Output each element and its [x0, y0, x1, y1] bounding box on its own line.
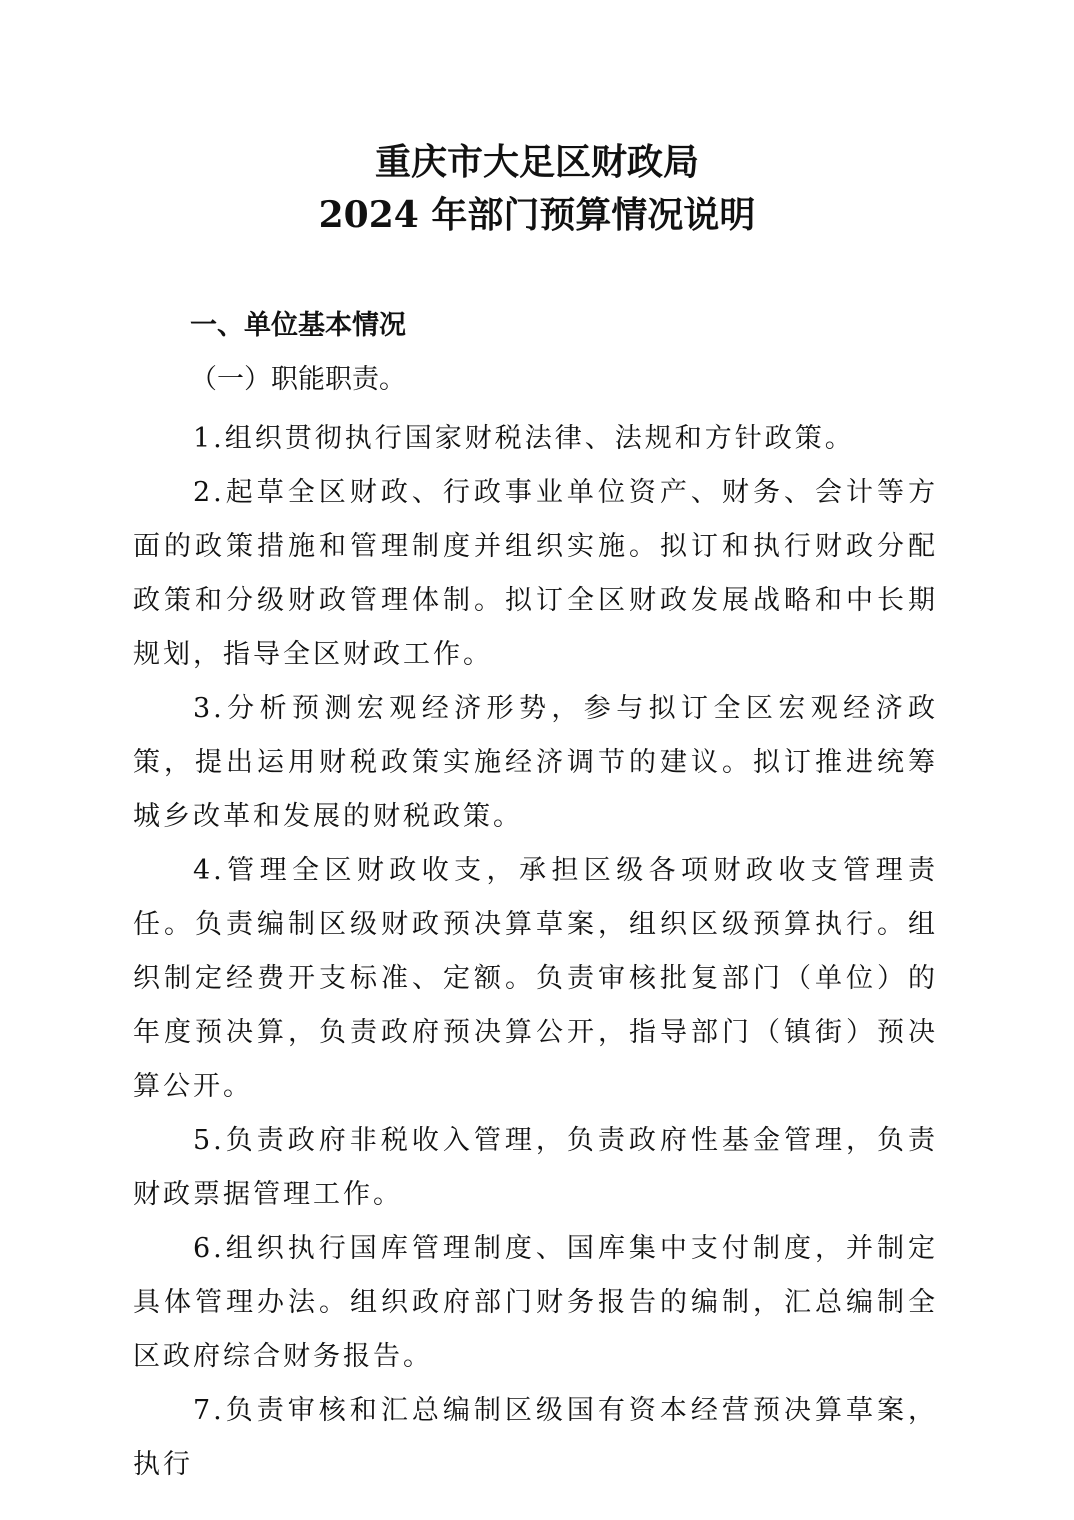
- paragraph-6: 6.组织执行国库管理制度、国库集中支付制度，并制定具体管理办法。组织政府部门财务报告的编制，汇总编制全区政府综合财务报告。: [133, 1233, 938, 1372]
- paragraph-3: 3.分析预测宏观经济形势，参与拟订全区宏观经济政策，提出运用财税政策实施经济调节的建议。拟订推进统筹城乡改革和发展的财税政策。: [133, 693, 938, 832]
- subsection-heading: （一）职能职责。: [190, 364, 406, 395]
- paragraph-1: 1.组织贯彻执行国家财税法律、法规和方针政策。: [193, 423, 855, 454]
- paragraph-2: 2.起草全区财政、行政事业单位资产、财务、会计等方面的政策措施和管理制度并组织实施。拟订和执行财政分配政策和分级财政管理体制。拟订全区财政发展战略和中长期规划，指导全区财政工作。: [133, 477, 938, 670]
- paragraph-4: 4.管理全区财政收支，承担区级各项财政收支管理责任。负责编制区级财政预决算草案，组织区级预算执行。组织制定经费开支标准、定额。负责审核批复部门（单位）的年度预决算，负责政府预决算公开，指导部门（镇街）预决算公开。: [133, 855, 938, 1102]
- paragraph-5: 5.负责政府非税收入管理，负责政府性基金管理，负责财政票据管理工作。: [133, 1125, 938, 1210]
- paragraph-7: 7.负责审核和汇总编制区级国有资本经营预决算草案，执行: [133, 1395, 938, 1480]
- document-body: [133, 412, 938, 1492]
- section-heading: 一、单位基本情况: [190, 310, 406, 341]
- document-title-line-2: 2024 年部门预算情况说明: [318, 194, 756, 236]
- document-title-line-1: 重庆市大足区财政局: [374, 141, 699, 183]
